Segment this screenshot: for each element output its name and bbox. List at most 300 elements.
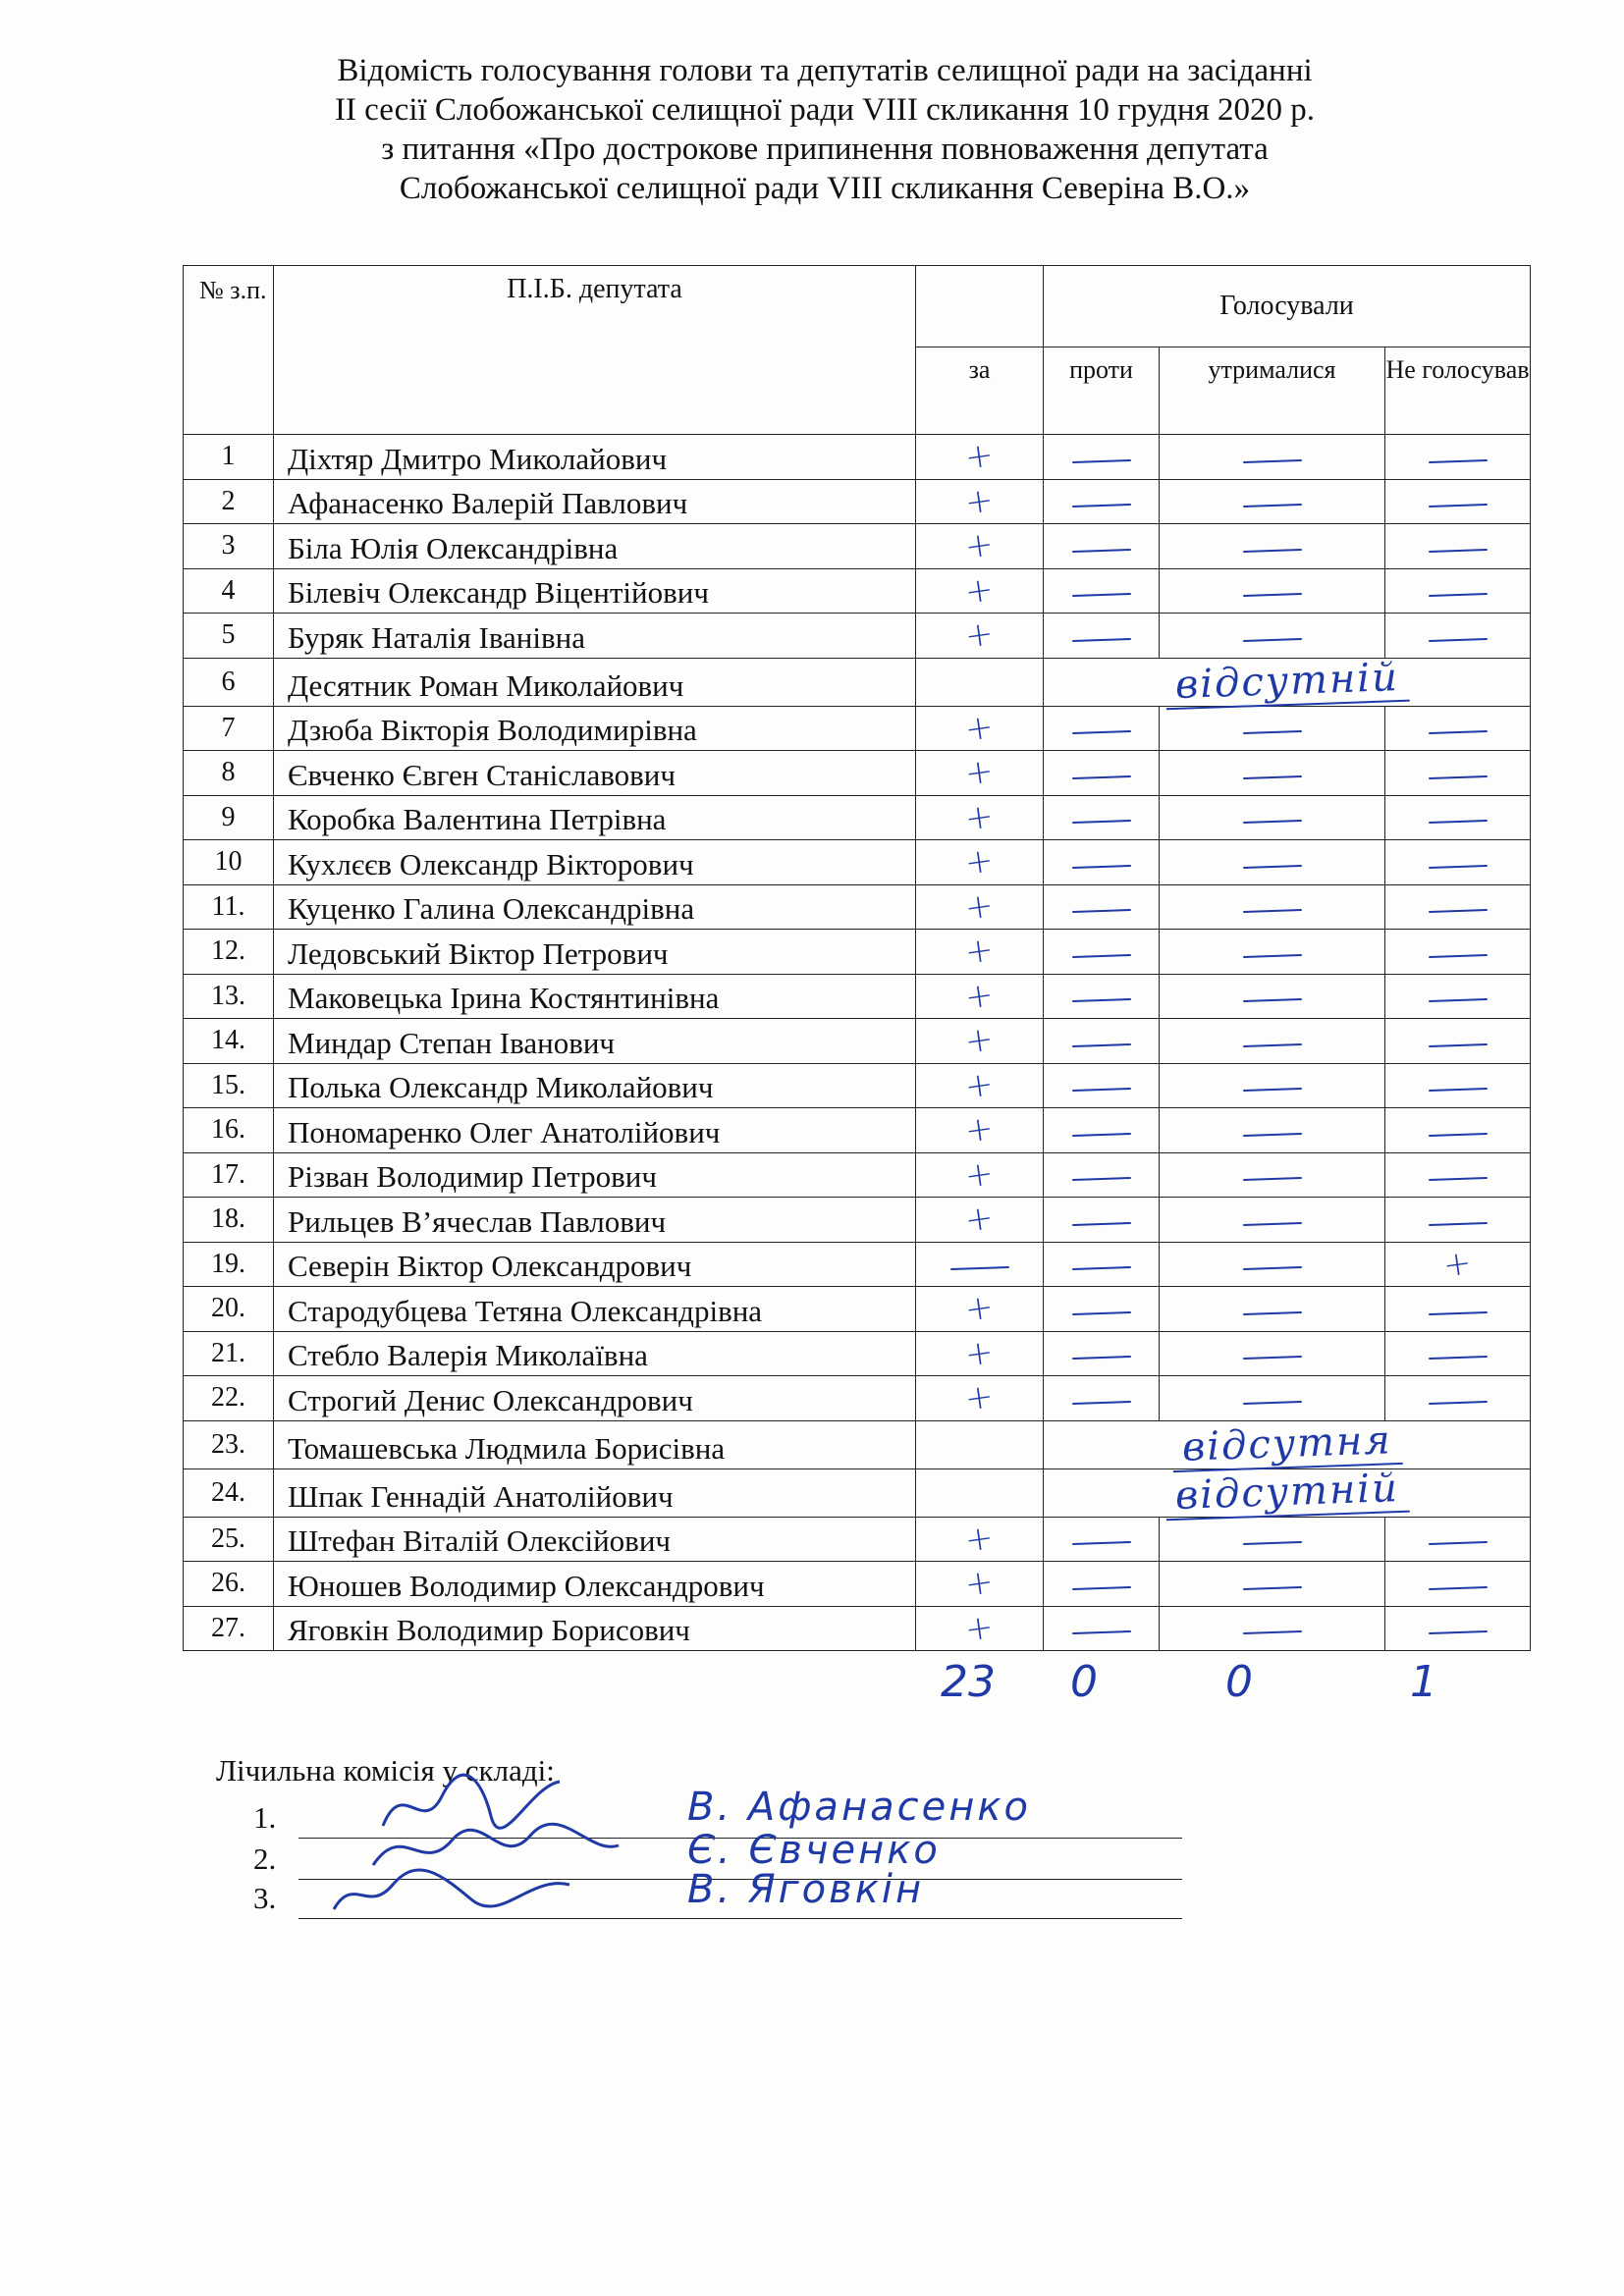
plus-mark: +	[962, 751, 997, 795]
row-number: 11.	[184, 884, 274, 930]
vote-for	[916, 751, 1044, 796]
dash-mark	[1242, 865, 1301, 869]
vote-abstained	[1160, 568, 1385, 614]
dash-mark	[1242, 1311, 1301, 1315]
vote-for	[916, 1331, 1044, 1376]
dash-mark	[1428, 730, 1487, 734]
dash-mark	[1071, 1177, 1130, 1181]
vote-abstained	[1160, 1152, 1385, 1198]
row-number: 20.	[184, 1287, 274, 1332]
row-number: 6	[184, 658, 274, 706]
dash-mark	[1428, 1222, 1487, 1226]
vote-did-not-vote	[1385, 706, 1531, 751]
total-against: 0	[1070, 1657, 1098, 1707]
table-row	[184, 524, 1531, 569]
deputy-name: Строгий Денис Олександрович	[274, 1376, 916, 1421]
vote-for	[916, 1242, 1044, 1287]
deputy-name: Біла Юлія Олександрівна	[274, 524, 916, 569]
row-number: 24.	[184, 1468, 274, 1517]
vote-did-not-vote	[1385, 974, 1531, 1019]
dash-mark	[1428, 954, 1487, 958]
dash-mark	[1242, 820, 1301, 824]
plus-mark: +	[962, 479, 997, 523]
row-number: 15.	[184, 1063, 274, 1108]
vote-for	[916, 435, 1044, 480]
vote-for	[916, 930, 1044, 975]
deputy-name: Куценко Галина Олександрівна	[274, 884, 916, 930]
deputy-name: Білевіч Олександр Віцентійович	[274, 568, 916, 614]
plus-mark: +	[962, 930, 997, 974]
dash-mark	[1242, 1133, 1301, 1137]
dash-mark	[1428, 1401, 1487, 1405]
vote-abstained	[1160, 974, 1385, 1019]
dash-mark	[1428, 1043, 1487, 1047]
deputy-name: Яговкін Володимир Борисович	[274, 1606, 916, 1651]
vote-against	[1044, 840, 1160, 885]
row-number: 3	[184, 524, 274, 569]
absent-note: відсутній	[1044, 658, 1531, 706]
vote-against	[1044, 435, 1160, 480]
dash-mark	[1071, 998, 1130, 1002]
dash-mark	[1428, 1541, 1487, 1545]
dash-mark	[1071, 593, 1130, 597]
dash-mark	[1428, 775, 1487, 779]
absent-note: відсутній	[1044, 1468, 1531, 1517]
plus-mark: +	[962, 568, 997, 613]
vote-did-not-vote	[1385, 1242, 1531, 1287]
dash-mark	[1428, 638, 1487, 642]
table-row	[184, 1376, 1531, 1421]
plus-mark: +	[962, 1108, 997, 1152]
deputy-name: Стебло Валерія Миколаївна	[274, 1331, 916, 1376]
dash-mark	[1242, 998, 1301, 1002]
dash-mark	[1242, 1630, 1301, 1634]
dash-mark	[1071, 1133, 1130, 1137]
table-row	[184, 1108, 1531, 1153]
commission-member-name: Є. Євченко	[687, 1828, 941, 1873]
plus-mark: +	[962, 1517, 997, 1561]
vote-did-not-vote	[1385, 568, 1531, 614]
table-row	[184, 1152, 1531, 1198]
table-row	[184, 568, 1531, 614]
vote-against	[1044, 1152, 1160, 1198]
table-row	[184, 1198, 1531, 1243]
vote-for	[916, 1420, 1044, 1468]
vote-against	[1044, 706, 1160, 751]
row-number: 25.	[184, 1517, 274, 1562]
vote-for	[916, 1063, 1044, 1108]
deputy-name: Шпак Геннадій Анатолійович	[274, 1468, 916, 1517]
vote-did-not-vote	[1385, 930, 1531, 975]
plus-mark: +	[962, 1287, 997, 1331]
deputy-name: Кухлєєв Олександр Вікторович	[274, 840, 916, 885]
vote-against	[1044, 1242, 1160, 1287]
table-row	[184, 658, 1531, 706]
dash-mark	[1071, 1222, 1130, 1226]
row-number: 26.	[184, 1562, 274, 1607]
vote-did-not-vote	[1385, 435, 1531, 480]
deputy-name: Коробка Валентина Петрівна	[274, 795, 916, 840]
table-row	[184, 1063, 1531, 1108]
plus-mark: +	[962, 435, 997, 479]
header-voted: Голосували	[1044, 266, 1531, 347]
table-row	[184, 479, 1531, 524]
row-number: 2	[184, 479, 274, 524]
vote-for	[916, 1152, 1044, 1198]
dash-mark	[1071, 865, 1130, 869]
vote-did-not-vote	[1385, 614, 1531, 659]
vote-for	[916, 524, 1044, 569]
dash-mark	[1071, 820, 1130, 824]
plus-mark: +	[962, 1331, 997, 1375]
row-number: 27.	[184, 1606, 274, 1651]
vote-for	[916, 479, 1044, 524]
commission-member-name: В. Афанасенко	[687, 1785, 1031, 1830]
vote-did-not-vote	[1385, 1019, 1531, 1064]
row-number: 17.	[184, 1152, 274, 1198]
title-line-4: Слобожанської селищної ради VIII скликання Северіна В.О.»	[399, 171, 1251, 206]
dash-mark	[1428, 909, 1487, 913]
row-number: 23.	[184, 1420, 274, 1468]
vote-abstained	[1160, 930, 1385, 975]
vote-against	[1044, 751, 1160, 796]
vote-abstained	[1160, 1019, 1385, 1064]
dash-mark	[1071, 775, 1130, 779]
vote-did-not-vote	[1385, 1108, 1531, 1153]
vote-for	[916, 884, 1044, 930]
dash-mark	[1242, 730, 1301, 734]
vote-did-not-vote	[1385, 1562, 1531, 1607]
plus-mark: +	[962, 1063, 997, 1107]
table-row	[184, 1517, 1531, 1562]
dash-mark	[1071, 1266, 1130, 1270]
vote-against	[1044, 974, 1160, 1019]
dash-mark	[1071, 1043, 1130, 1047]
absent-note: відсутня	[1044, 1420, 1531, 1468]
dash-mark	[1242, 954, 1301, 958]
dash-mark	[1071, 638, 1130, 642]
vote-abstained	[1160, 435, 1385, 480]
dash-mark	[1071, 909, 1130, 913]
dash-mark	[1242, 1222, 1301, 1226]
deputy-name: Рильцев В’ячеслав Павлович	[274, 1198, 916, 1243]
dash-mark	[1071, 954, 1130, 958]
vote-abstained	[1160, 1198, 1385, 1243]
vote-abstained	[1160, 751, 1385, 796]
deputy-name: Різван Володимир Петрович	[274, 1152, 916, 1198]
table-row	[184, 840, 1531, 885]
dash-mark	[1242, 549, 1301, 553]
plus-mark: +	[962, 614, 997, 658]
vote-abstained	[1160, 1287, 1385, 1332]
vote-against	[1044, 1331, 1160, 1376]
row-number: 22.	[184, 1376, 274, 1421]
vote-did-not-vote	[1385, 751, 1531, 796]
vote-against	[1044, 1108, 1160, 1153]
deputy-name: Стародубцева Тетяна Олександрівна	[274, 1287, 916, 1332]
dash-mark	[1071, 1401, 1130, 1405]
row-number: 13.	[184, 974, 274, 1019]
plus-mark: +	[962, 1376, 997, 1420]
vote-did-not-vote	[1385, 1606, 1531, 1651]
vote-did-not-vote	[1385, 1063, 1531, 1108]
row-number: 21.	[184, 1331, 274, 1376]
vote-against	[1044, 930, 1160, 975]
row-number: 7	[184, 706, 274, 751]
vote-for	[916, 1108, 1044, 1153]
vote-against	[1044, 479, 1160, 524]
row-number: 1	[184, 435, 274, 480]
vote-against	[1044, 1019, 1160, 1064]
dash-mark	[1428, 549, 1487, 553]
deputy-name: Дзюба Вікторія Володимирівна	[274, 706, 916, 751]
dash-mark	[1071, 549, 1130, 553]
header-for: за	[916, 347, 1044, 435]
plus-mark: +	[962, 795, 997, 839]
dash-mark	[1242, 1043, 1301, 1047]
vote-for	[916, 974, 1044, 1019]
dash-mark	[1242, 909, 1301, 913]
vote-did-not-vote	[1385, 1287, 1531, 1332]
vote-abstained	[1160, 1562, 1385, 1607]
dash-mark	[1242, 459, 1301, 463]
header-name: П.І.Б. депутата	[274, 266, 916, 435]
commission-number: 3.	[253, 1881, 277, 1915]
vote-abstained	[1160, 1242, 1385, 1287]
dash-mark	[1428, 998, 1487, 1002]
dash-mark	[1428, 1177, 1487, 1181]
row-number: 16.	[184, 1108, 274, 1153]
vote-abstained	[1160, 1063, 1385, 1108]
dash-mark	[1428, 865, 1487, 869]
vote-against	[1044, 1517, 1160, 1562]
vote-abstained	[1160, 614, 1385, 659]
dash-mark	[1242, 1356, 1301, 1360]
deputy-name: Ледовський Віктор Петрович	[274, 930, 916, 975]
dash-mark	[1071, 1356, 1130, 1360]
table-row	[184, 1562, 1531, 1607]
dash-mark	[1428, 1586, 1487, 1590]
vote-did-not-vote	[1385, 1376, 1531, 1421]
document-title	[196, 51, 1453, 208]
dash-mark	[1071, 1541, 1130, 1545]
plus-mark: +	[962, 840, 997, 884]
vote-abstained	[1160, 1517, 1385, 1562]
table-row	[184, 1331, 1531, 1376]
dash-mark	[1242, 1586, 1301, 1590]
dash-mark	[1071, 1586, 1130, 1590]
vote-against	[1044, 1606, 1160, 1651]
plus-mark: +	[962, 1606, 997, 1650]
vote-for	[916, 1468, 1044, 1517]
vote-abstained	[1160, 1376, 1385, 1421]
plus-mark: +	[962, 1019, 997, 1063]
vote-against	[1044, 884, 1160, 930]
vote-for	[916, 1287, 1044, 1332]
vote-abstained	[1160, 1108, 1385, 1153]
row-number: 10	[184, 840, 274, 885]
vote-did-not-vote	[1385, 884, 1531, 930]
deputy-name: Пономаренко Олег Анатолійович	[274, 1108, 916, 1153]
title-line-1: Відомість голосування голови та депутатів селищної ради на засіданні	[337, 53, 1313, 88]
vote-for	[916, 658, 1044, 706]
deputy-name: Діхтяр Дмитро Миколайович	[274, 435, 916, 480]
table-row	[184, 884, 1531, 930]
header-blank	[916, 266, 1044, 347]
dash-mark	[1071, 1630, 1130, 1634]
vote-against	[1044, 1063, 1160, 1108]
deputy-name: Штефан Віталій Олексійович	[274, 1517, 916, 1562]
plus-mark: +	[962, 524, 997, 568]
deputy-name: Томашевська Людмила Борисівна	[274, 1420, 916, 1468]
table-row	[184, 1019, 1531, 1064]
dash-mark	[1242, 504, 1301, 507]
dash-mark	[1242, 1177, 1301, 1181]
row-number: 14.	[184, 1019, 274, 1064]
header-abstained: утрималися	[1160, 347, 1385, 435]
dash-mark	[1428, 1630, 1487, 1634]
vote-did-not-vote	[1385, 1331, 1531, 1376]
header-against: проти	[1044, 347, 1160, 435]
vote-against	[1044, 568, 1160, 614]
row-number: 19.	[184, 1242, 274, 1287]
table-row	[184, 1468, 1531, 1517]
vote-abstained	[1160, 1331, 1385, 1376]
dash-mark	[1242, 593, 1301, 597]
dash-mark	[1428, 1133, 1487, 1137]
dash-mark	[1071, 504, 1130, 507]
header-did-not-vote: Не голосував	[1385, 347, 1531, 435]
commission-number: 2.	[253, 1842, 277, 1876]
dash-mark	[1071, 1088, 1130, 1092]
vote-for	[916, 614, 1044, 659]
dash-mark	[1428, 504, 1487, 507]
commission-number: 1.	[253, 1800, 277, 1835]
dash-mark	[1242, 1541, 1301, 1545]
title-line-3: з питання «Про дострокове припинення повноваження депутата	[381, 132, 1269, 167]
table-row	[184, 614, 1531, 659]
vote-abstained	[1160, 840, 1385, 885]
plus-mark: +	[962, 1562, 997, 1606]
vote-for	[916, 1019, 1044, 1064]
dash-mark	[1242, 1401, 1301, 1405]
vote-against	[1044, 1562, 1160, 1607]
deputy-name: Десятник Роман Миколайович	[274, 658, 916, 706]
table-row	[184, 974, 1531, 1019]
table-row	[184, 1287, 1531, 1332]
table-row	[184, 930, 1531, 975]
plus-mark: +	[962, 1198, 997, 1242]
title-line-2: ІІ сесії Слобожанської селищної ради VIII скликання 10 грудня 2020 р.	[334, 92, 1316, 128]
vote-abstained	[1160, 524, 1385, 569]
vote-did-not-vote	[1385, 840, 1531, 885]
vote-did-not-vote	[1385, 1198, 1531, 1243]
plus-mark: +	[962, 706, 997, 750]
dash-mark	[1428, 1088, 1487, 1092]
deputy-name: Афанасенко Валерій Павлович	[274, 479, 916, 524]
total-did-not-vote: 1	[1410, 1657, 1437, 1707]
dash-mark	[1428, 459, 1487, 463]
vote-did-not-vote	[1385, 1152, 1531, 1198]
vote-for	[916, 840, 1044, 885]
row-number: 18.	[184, 1198, 274, 1243]
vote-for	[916, 1376, 1044, 1421]
table-row	[184, 435, 1531, 480]
vote-did-not-vote	[1385, 524, 1531, 569]
vote-for	[916, 568, 1044, 614]
deputy-name: Маковецька Ірина Костянтинівна	[274, 974, 916, 1019]
dash-mark	[1428, 1311, 1487, 1315]
vote-did-not-vote	[1385, 479, 1531, 524]
plus-mark: +	[962, 884, 997, 929]
commission-member-name: В. Яговкін	[687, 1867, 925, 1912]
row-number: 8	[184, 751, 274, 796]
vote-abstained	[1160, 1606, 1385, 1651]
vote-for	[916, 1562, 1044, 1607]
dash-mark	[1428, 593, 1487, 597]
dash-mark	[1071, 459, 1130, 463]
vote-abstained	[1160, 479, 1385, 524]
row-number: 9	[184, 795, 274, 840]
dash-mark	[1242, 1088, 1301, 1092]
deputy-name: Миндар Степан Іванович	[274, 1019, 916, 1064]
vote-against	[1044, 1198, 1160, 1243]
vote-for	[916, 1606, 1044, 1651]
table-row	[184, 1420, 1531, 1468]
voting-table	[183, 265, 1531, 1651]
dash-mark	[949, 1266, 1008, 1270]
dash-mark	[1071, 1311, 1130, 1315]
table-row	[184, 795, 1531, 840]
vote-for	[916, 706, 1044, 751]
vote-abstained	[1160, 795, 1385, 840]
commission-label: Лічильна комісія у складі:	[216, 1753, 555, 1788]
vote-did-not-vote	[1385, 1517, 1531, 1562]
dash-mark	[1428, 1356, 1487, 1360]
vote-for	[916, 1517, 1044, 1562]
table-row	[184, 751, 1531, 796]
vote-did-not-vote	[1385, 795, 1531, 840]
vote-abstained	[1160, 884, 1385, 930]
signature-scribble	[324, 1855, 579, 1924]
dash-mark	[1242, 638, 1301, 642]
total-for: 23	[941, 1657, 996, 1707]
dash-mark	[1242, 775, 1301, 779]
vote-against	[1044, 795, 1160, 840]
plus-mark: +	[1440, 1242, 1475, 1286]
deputy-name: Полька Олександр Миколайович	[274, 1063, 916, 1108]
deputy-name: Буряк Наталія Іванівна	[274, 614, 916, 659]
table-row	[184, 706, 1531, 751]
plus-mark: +	[962, 1152, 997, 1197]
vote-abstained	[1160, 706, 1385, 751]
deputy-name: Євченко Євген Станіславович	[274, 751, 916, 796]
row-number: 5	[184, 614, 274, 659]
vote-for	[916, 1198, 1044, 1243]
table-row	[184, 1242, 1531, 1287]
dash-mark	[1071, 730, 1130, 734]
vote-totals	[0, 1657, 1624, 1706]
row-number: 12.	[184, 930, 274, 975]
total-abstained: 0	[1225, 1657, 1253, 1707]
table-row	[184, 1606, 1531, 1651]
vote-against	[1044, 524, 1160, 569]
deputy-name: Юношев Володимир Олександрович	[274, 1562, 916, 1607]
vote-against	[1044, 1376, 1160, 1421]
dash-mark	[1428, 820, 1487, 824]
vote-against	[1044, 614, 1160, 659]
dash-mark	[1242, 1266, 1301, 1270]
